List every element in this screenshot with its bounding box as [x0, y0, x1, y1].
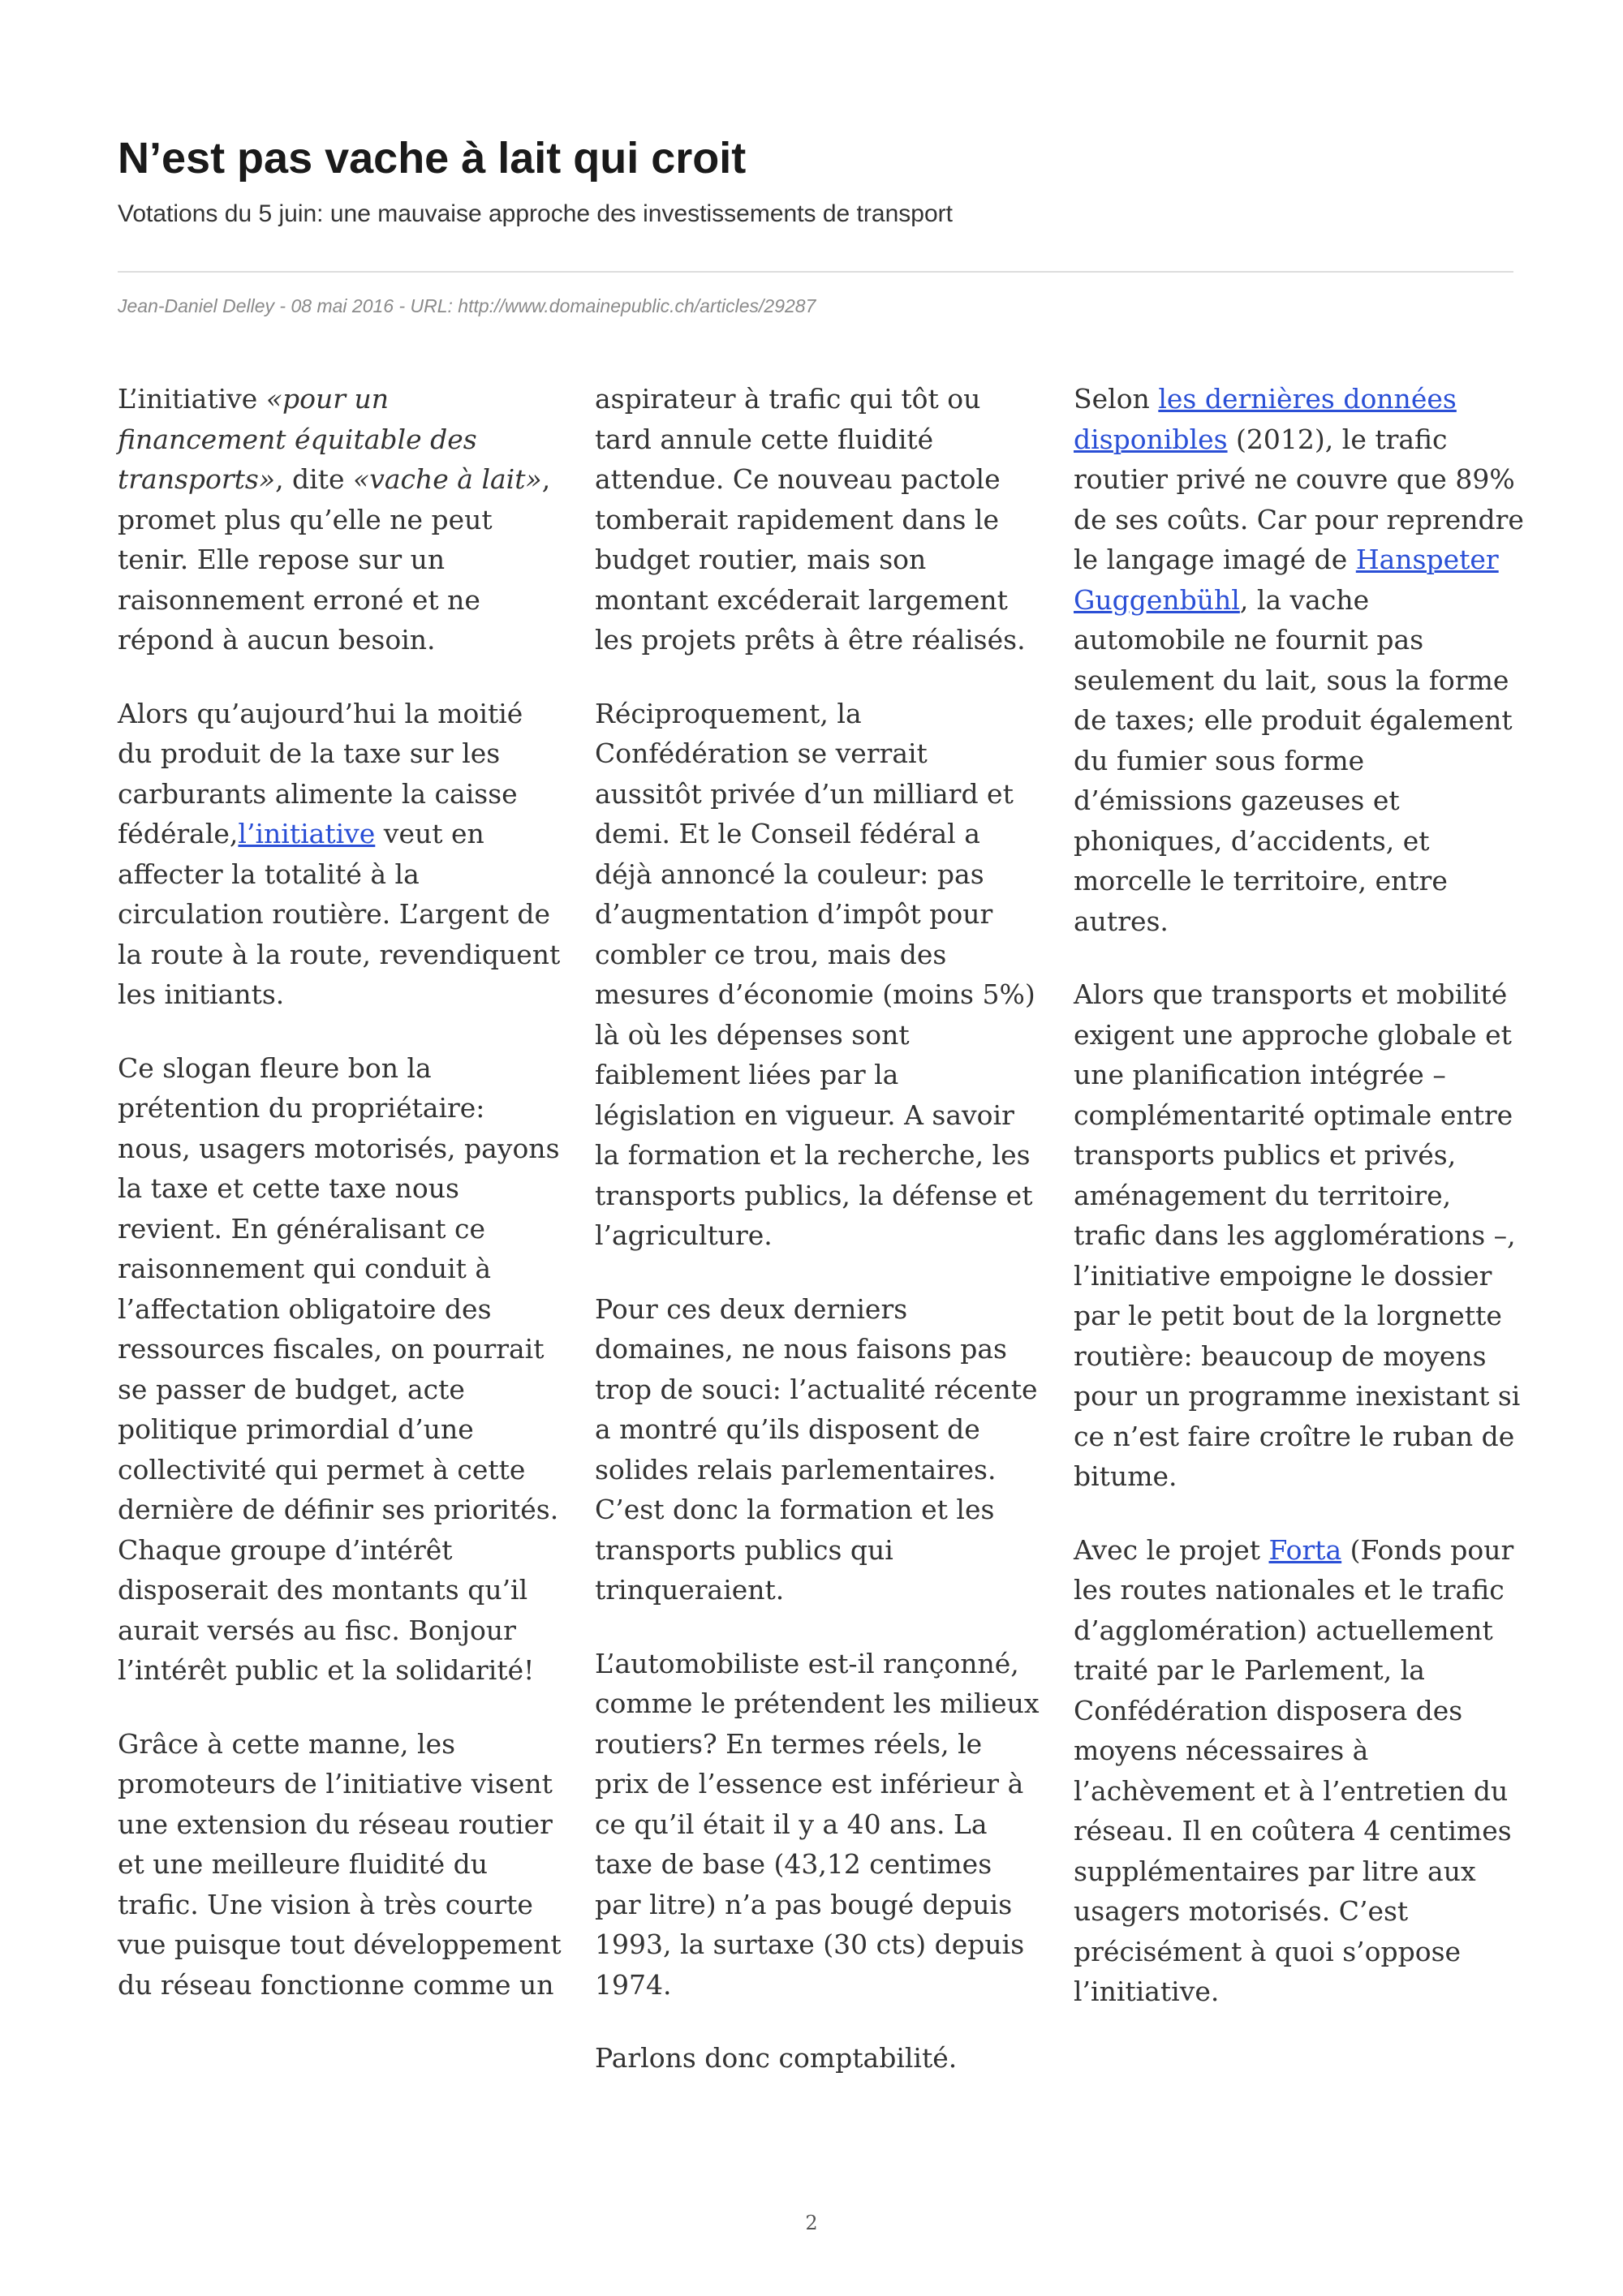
article-byline: Jean-Daniel Delley - 08 mai 2016 - URL: http://www.domainepublic.ch/articles/29287 [118, 295, 816, 316]
text-run: Avec le projet [1074, 1533, 1269, 1566]
latest-data-link[interactable]: les dernières données disponibles [1074, 383, 1457, 455]
article-subtitle: Votations du 5 juin: une mauvaise approche des investissements de transport [118, 200, 953, 227]
page-number: 2 [805, 2212, 818, 2234]
initiative-name-quote: «pour un financement équitable des transports» [118, 383, 477, 495]
paragraph [118, 379, 562, 660]
initiative-nickname-quote: «vache à lait» [353, 463, 542, 495]
text-run: L’initiative [118, 383, 266, 415]
paragraph: Grâce à cette manne, les promoteurs de l’initiative visent une extension du réseau routier et une meilleure fluidité du trafic. Une vision à très courte vue puisque tout développement du réseau fonctionne comme un [118, 1727, 562, 2001]
guggenbuhl-link[interactable]: Hanspeter Guggenbühl [1074, 544, 1499, 616]
text-run: (2012), le trafic routier privé ne couvre que 89% de ses coûts. Car pour reprendre le langage imagé de [1074, 423, 1524, 575]
text-run: , la vache automobile ne fournit pas seulement du lait, sous la forme de taxes; elle produit également du fumier sous forme d’émissions gazeuses et phoniques, d’accidents, et morcelle le territoire, entre autres. [1074, 583, 1513, 937]
text-column-3 [1074, 379, 1524, 2045]
paragraph [1074, 1530, 1524, 2012]
paragraph [118, 694, 562, 1015]
paragraph [1074, 379, 1524, 941]
forta-link[interactable]: Forta [1268, 1533, 1342, 1566]
header-divider [118, 271, 1513, 273]
text-run: , dite [275, 463, 354, 495]
text-run: Alors qu’aujourd’hui la moitié du produit de la taxe sur les carburants alimente la caisse fédérale, [118, 697, 523, 849]
paragraph: Pour ces deux derniers domaines, ne nous faisons pas trop de souci: l’actualité récente a montré qu’ils disposent de solides relais parlementaires. C’est donc la formation et les transports publics qui trinqueraient. [595, 1292, 1038, 1606]
paragraph: L’automobiliste est-il rançonné, comme le prétendent les milieux routiers? En termes réels, le prix de l’essence est inférieur à ce qu’il était il y a 40 ans. La taxe de base (43,12 centimes par litre) n’a pas bougé depuis 1993, la surtaxe (30 cts) depuis 1974. [595, 1647, 1040, 2001]
paragraph: Réciproquement, la Confédération se verrait aussitôt privée d’un milliard et demi. Et le Conseil fédéral a déjà annoncé la couleur: pas d’augmentation d’impôt pour combler ce trou, mais des mesures d’économie (moins 5%) là où les dépenses sont faiblement liées par la législation en vigueur. A savoir la formation et la recherche, les transports publics, la défense et l’agriculture. [595, 697, 1035, 1251]
text-run: Selon [1074, 383, 1159, 415]
text-run: veut en affecter la totalité à la circulation routière. L’argent de la route à la route, revendiquent les initiants. [118, 818, 561, 1010]
text-run: , promet plus qu’elle ne peut tenir. Elle repose sur un raisonnement erroné et ne répond à aucun besoin. [118, 463, 551, 656]
paragraph: Alors que transports et mobilité exigent une approche globale et une planification intégrée – complémentarité optimale entre transports publics et privés, aménagement du territoire, trafic dans les agglomérations –, l’initiative empoigne le dossier par le petit bout de la lorgnette routière: beaucoup de moyens pour un programme inexistant si ce n’est faire croître le ruban de bitume. [1074, 978, 1521, 1492]
text-column-1 [118, 379, 562, 2038]
text-column-2 [595, 379, 1040, 2112]
paragraph: aspirateur à trafic qui tôt ou tard annule cette fluidité attendue. Ce nouveau pactole tomberait rapidement dans le budget routier, mais son montant excéderait largement les projets prêts à être réalisés. [595, 383, 1026, 656]
initiative-link[interactable]: l’initiative [238, 818, 376, 849]
paragraph: Ce slogan fleure bon la prétention du propriétaire: nous, usagers motorisés, payons la taxe et cette taxe nous revient. En généralisant ce raisonnement qui conduit à l’affectation obligatoire des ressources fiscales, on pourrait se passer de budget, acte politique primordial d’une collectivité qui permet à cette dernière de définir ses priorités. Chaque groupe d’intérêt disposerait des montants qu’il aurait versés au fisc. Bonjour l’intérêt public et la solidarité! [118, 1051, 560, 1686]
article-title: N’est pas vache à lait qui croit [118, 134, 747, 183]
paragraph: Parlons donc comptabilité. [595, 2042, 958, 2074]
text-run: (Fonds pour les routes nationales et le trafic d’agglomération) actuellement traité par le Parlement, la Confédération disposera des moyens nécessaires à l’achèvement et à l’entretien du réseau. Il en coûtera 4 centimes supplémentaires par litre aux usagers motorisés. C’est précisément à quoi s’oppose l’initiative. [1074, 1533, 1514, 2007]
